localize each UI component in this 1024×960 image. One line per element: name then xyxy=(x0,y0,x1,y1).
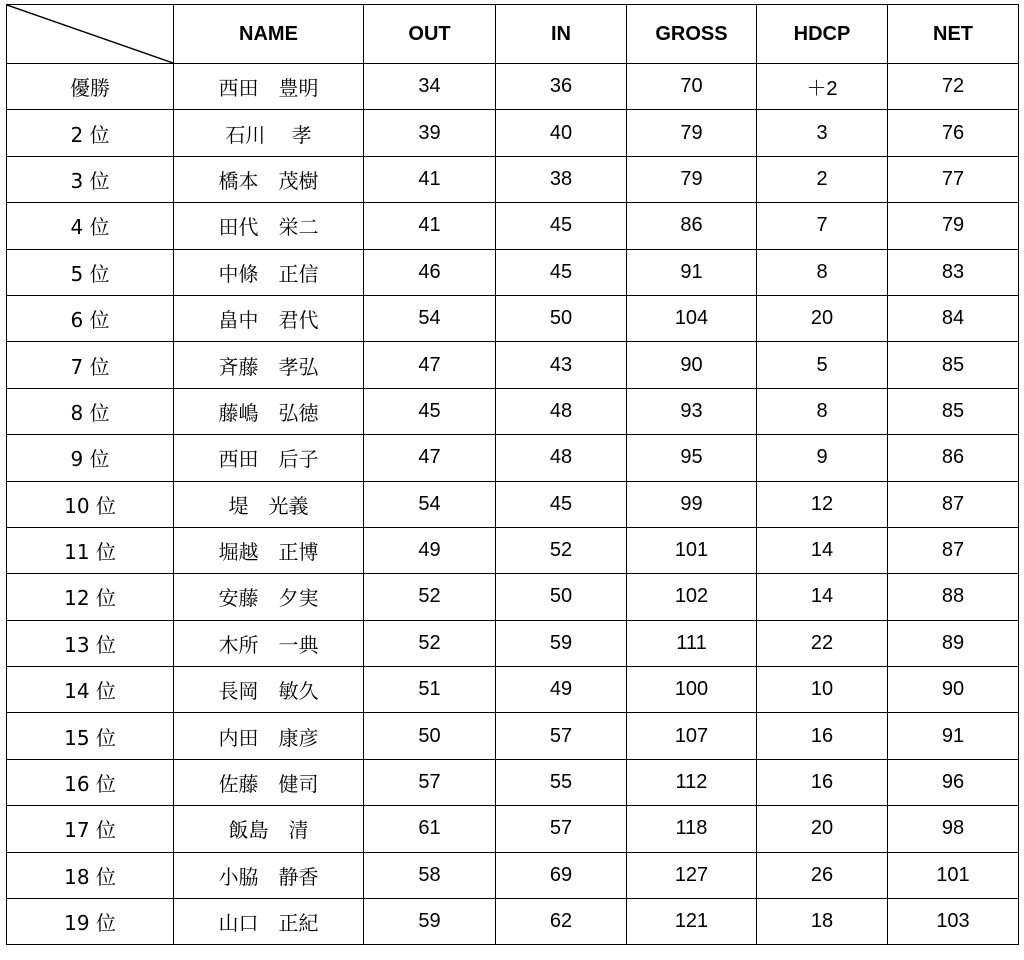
net-cell: 90 xyxy=(888,667,1019,713)
hdcp-cell: ＋2 xyxy=(757,64,888,110)
net-cell: 86 xyxy=(888,435,1019,481)
rank-cell: 18 位 xyxy=(7,852,174,898)
hdcp-cell: 2 xyxy=(757,156,888,202)
gross-cell: 70 xyxy=(627,64,757,110)
name-cell: 西田 豊明 xyxy=(174,64,364,110)
in-cell: 50 xyxy=(496,574,627,620)
in-cell: 36 xyxy=(496,64,627,110)
gross-cell: 112 xyxy=(627,759,757,805)
rank-cell: 8 位 xyxy=(7,388,174,434)
hdcp-cell: 14 xyxy=(757,574,888,620)
rank-cell: 7 位 xyxy=(7,342,174,388)
in-cell: 55 xyxy=(496,759,627,805)
name-cell: 木所 一典 xyxy=(174,620,364,666)
header-gross: GROSS xyxy=(627,5,757,64)
table-row xyxy=(7,110,1019,156)
name-cell: 長岡 敏久 xyxy=(174,667,364,713)
gross-cell: 90 xyxy=(627,342,757,388)
hdcp-cell: 16 xyxy=(757,713,888,759)
table-row xyxy=(7,156,1019,202)
net-cell: 87 xyxy=(888,481,1019,527)
gross-cell: 79 xyxy=(627,110,757,156)
table-row xyxy=(7,759,1019,805)
corner-cell xyxy=(7,5,174,64)
gross-cell: 95 xyxy=(627,435,757,481)
header-hdcp: HDCP xyxy=(757,5,888,64)
rank-cell: 9 位 xyxy=(7,435,174,481)
table-row xyxy=(7,852,1019,898)
name-cell: 田代 栄二 xyxy=(174,203,364,249)
net-cell: 98 xyxy=(888,806,1019,852)
table-row xyxy=(7,435,1019,481)
rank-cell: 16 位 xyxy=(7,759,174,805)
net-cell: 72 xyxy=(888,64,1019,110)
hdcp-cell: 8 xyxy=(757,249,888,295)
in-cell: 45 xyxy=(496,249,627,295)
gross-cell: 101 xyxy=(627,527,757,573)
table-row xyxy=(7,64,1019,110)
out-cell: 54 xyxy=(364,481,496,527)
out-cell: 52 xyxy=(364,620,496,666)
rank-cell: 17 位 xyxy=(7,806,174,852)
name-cell: 中條 正信 xyxy=(174,249,364,295)
name-cell: 堤 光義 xyxy=(174,481,364,527)
header-name: NAME xyxy=(174,5,364,64)
table-row xyxy=(7,388,1019,434)
gross-cell: 86 xyxy=(627,203,757,249)
in-cell: 43 xyxy=(496,342,627,388)
out-cell: 51 xyxy=(364,667,496,713)
gross-cell: 127 xyxy=(627,852,757,898)
name-cell: 畠中 君代 xyxy=(174,295,364,341)
hdcp-cell: 12 xyxy=(757,481,888,527)
hdcp-cell: 3 xyxy=(757,110,888,156)
net-cell: 101 xyxy=(888,852,1019,898)
in-cell: 40 xyxy=(496,110,627,156)
net-cell: 83 xyxy=(888,249,1019,295)
rank-cell: 優勝 xyxy=(7,64,174,110)
in-cell: 48 xyxy=(496,388,627,434)
net-cell: 103 xyxy=(888,899,1019,945)
gross-cell: 100 xyxy=(627,667,757,713)
results-table-container xyxy=(6,4,1019,945)
table-row xyxy=(7,527,1019,573)
in-cell: 69 xyxy=(496,852,627,898)
rank-cell: 13 位 xyxy=(7,620,174,666)
results-table xyxy=(6,4,1019,945)
gross-cell: 104 xyxy=(627,295,757,341)
in-cell: 45 xyxy=(496,481,627,527)
rank-cell: 10 位 xyxy=(7,481,174,527)
net-cell: 76 xyxy=(888,110,1019,156)
net-cell: 88 xyxy=(888,574,1019,620)
table-row xyxy=(7,295,1019,341)
table-row xyxy=(7,667,1019,713)
results-body xyxy=(7,64,1019,945)
header-net: NET xyxy=(888,5,1019,64)
table-row xyxy=(7,249,1019,295)
rank-cell: 15 位 xyxy=(7,713,174,759)
hdcp-cell: 9 xyxy=(757,435,888,481)
in-cell: 57 xyxy=(496,713,627,759)
gross-cell: 107 xyxy=(627,713,757,759)
table-row xyxy=(7,481,1019,527)
in-cell: 49 xyxy=(496,667,627,713)
name-cell: 小脇 静香 xyxy=(174,852,364,898)
name-cell: 石川 孝 xyxy=(174,110,364,156)
name-cell: 佐藤 健司 xyxy=(174,759,364,805)
in-cell: 48 xyxy=(496,435,627,481)
hdcp-cell: 16 xyxy=(757,759,888,805)
name-cell: 堀越 正博 xyxy=(174,527,364,573)
in-cell: 62 xyxy=(496,899,627,945)
hdcp-cell: 26 xyxy=(757,852,888,898)
net-cell: 91 xyxy=(888,713,1019,759)
net-cell: 84 xyxy=(888,295,1019,341)
out-cell: 39 xyxy=(364,110,496,156)
out-cell: 46 xyxy=(364,249,496,295)
net-cell: 85 xyxy=(888,342,1019,388)
gross-cell: 79 xyxy=(627,156,757,202)
hdcp-cell: 10 xyxy=(757,667,888,713)
diagonal-line xyxy=(7,5,173,63)
hdcp-cell: 22 xyxy=(757,620,888,666)
rank-cell: 4 位 xyxy=(7,203,174,249)
header-row xyxy=(7,5,1019,64)
table-row xyxy=(7,713,1019,759)
gross-cell: 111 xyxy=(627,620,757,666)
out-cell: 47 xyxy=(364,435,496,481)
name-cell: 飯島 清 xyxy=(174,806,364,852)
header-out: OUT xyxy=(364,5,496,64)
hdcp-cell: 18 xyxy=(757,899,888,945)
name-cell: 藤嶋 弘徳 xyxy=(174,388,364,434)
out-cell: 54 xyxy=(364,295,496,341)
name-cell: 安藤 夕実 xyxy=(174,574,364,620)
table-row xyxy=(7,620,1019,666)
net-cell: 79 xyxy=(888,203,1019,249)
out-cell: 59 xyxy=(364,899,496,945)
out-cell: 45 xyxy=(364,388,496,434)
rank-cell: 3 位 xyxy=(7,156,174,202)
rank-cell: 19 位 xyxy=(7,899,174,945)
in-cell: 45 xyxy=(496,203,627,249)
in-cell: 52 xyxy=(496,527,627,573)
table-row xyxy=(7,574,1019,620)
name-cell: 西田 后子 xyxy=(174,435,364,481)
gross-cell: 118 xyxy=(627,806,757,852)
hdcp-cell: 7 xyxy=(757,203,888,249)
out-cell: 61 xyxy=(364,806,496,852)
table-row xyxy=(7,899,1019,945)
gross-cell: 121 xyxy=(627,899,757,945)
rank-cell: 11 位 xyxy=(7,527,174,573)
out-cell: 49 xyxy=(364,527,496,573)
rank-cell: 2 位 xyxy=(7,110,174,156)
in-cell: 50 xyxy=(496,295,627,341)
out-cell: 52 xyxy=(364,574,496,620)
gross-cell: 99 xyxy=(627,481,757,527)
net-cell: 85 xyxy=(888,388,1019,434)
out-cell: 34 xyxy=(364,64,496,110)
in-cell: 38 xyxy=(496,156,627,202)
out-cell: 41 xyxy=(364,156,496,202)
rank-cell: 14 位 xyxy=(7,667,174,713)
net-cell: 89 xyxy=(888,620,1019,666)
hdcp-cell: 20 xyxy=(757,295,888,341)
table-row xyxy=(7,342,1019,388)
gross-cell: 102 xyxy=(627,574,757,620)
table-row xyxy=(7,806,1019,852)
out-cell: 41 xyxy=(364,203,496,249)
net-cell: 77 xyxy=(888,156,1019,202)
out-cell: 57 xyxy=(364,759,496,805)
out-cell: 50 xyxy=(364,713,496,759)
gross-cell: 91 xyxy=(627,249,757,295)
hdcp-cell: 8 xyxy=(757,388,888,434)
name-cell: 斉藤 孝弘 xyxy=(174,342,364,388)
in-cell: 59 xyxy=(496,620,627,666)
in-cell: 57 xyxy=(496,806,627,852)
rank-cell: 12 位 xyxy=(7,574,174,620)
name-cell: 橋本 茂樹 xyxy=(174,156,364,202)
name-cell: 内田 康彦 xyxy=(174,713,364,759)
gross-cell: 93 xyxy=(627,388,757,434)
header-in: IN xyxy=(496,5,627,64)
hdcp-cell: 20 xyxy=(757,806,888,852)
net-cell: 87 xyxy=(888,527,1019,573)
net-cell: 96 xyxy=(888,759,1019,805)
hdcp-cell: 14 xyxy=(757,527,888,573)
out-cell: 47 xyxy=(364,342,496,388)
rank-cell: 5 位 xyxy=(7,249,174,295)
rank-cell: 6 位 xyxy=(7,295,174,341)
out-cell: 58 xyxy=(364,852,496,898)
table-row xyxy=(7,203,1019,249)
name-cell: 山口 正紀 xyxy=(174,899,364,945)
hdcp-cell: 5 xyxy=(757,342,888,388)
